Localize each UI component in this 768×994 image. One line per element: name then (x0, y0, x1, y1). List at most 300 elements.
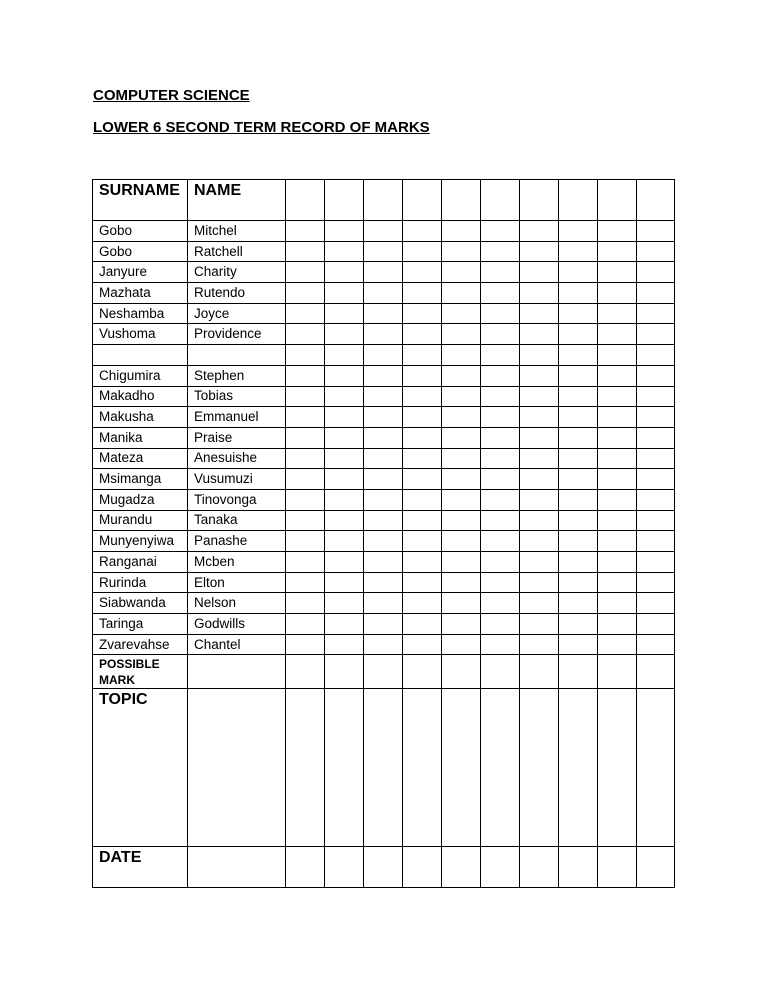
mark-cell (598, 427, 637, 448)
mark-cell (559, 593, 598, 614)
mark-cell (442, 303, 481, 324)
mark-cell (520, 324, 559, 345)
mark-cell (364, 448, 403, 469)
name-cell: Providence (188, 324, 286, 345)
mark-cell (364, 634, 403, 655)
student-row (93, 531, 675, 552)
mark-cell (559, 407, 598, 428)
student-row (93, 593, 675, 614)
surname-cell: Vushoma (93, 324, 188, 345)
surname-cell: Msimanga (93, 469, 188, 490)
mark-cell (442, 324, 481, 345)
mark-cell (325, 510, 364, 531)
mark-cell (559, 614, 598, 635)
student-row (93, 552, 675, 573)
mark-cell (481, 386, 520, 407)
mark-cell (520, 262, 559, 283)
mark-cell (325, 241, 364, 262)
mark-cell (481, 283, 520, 304)
mark-cell (442, 469, 481, 490)
mark-cell (559, 427, 598, 448)
mark-cell (637, 572, 675, 593)
mark-cell (481, 489, 520, 510)
student-row (93, 489, 675, 510)
mark-cell (325, 655, 364, 689)
mark-cell (442, 262, 481, 283)
mark-cell (403, 448, 442, 469)
mark-cell (637, 365, 675, 386)
mark-cell (403, 427, 442, 448)
student-row (93, 572, 675, 593)
mark-cell (325, 427, 364, 448)
mark-cell (598, 593, 637, 614)
mark-cell (637, 634, 675, 655)
mark-cell (442, 593, 481, 614)
mark-cell (325, 634, 364, 655)
mark-cell (598, 324, 637, 345)
name-cell: Joyce (188, 303, 286, 324)
mark-cell (403, 221, 442, 242)
student-row (93, 283, 675, 304)
mark-cell (442, 427, 481, 448)
mark-cell (520, 489, 559, 510)
mark-cell (637, 241, 675, 262)
mark-cell (637, 262, 675, 283)
mark-cell (559, 448, 598, 469)
student-row (93, 324, 675, 345)
mark-cell (520, 531, 559, 552)
mark-cell (520, 593, 559, 614)
mark-column-header (442, 180, 481, 221)
mark-cell (442, 345, 481, 366)
mark-cell (364, 510, 403, 531)
mark-cell (442, 634, 481, 655)
name-cell: Nelson (188, 593, 286, 614)
mark-cell (481, 241, 520, 262)
name-cell: Panashe (188, 531, 286, 552)
mark-cell (442, 614, 481, 635)
mark-cell (442, 531, 481, 552)
header-row (93, 180, 675, 221)
mark-cell (637, 386, 675, 407)
mark-cell (559, 345, 598, 366)
mark-cell (637, 427, 675, 448)
mark-cell (598, 241, 637, 262)
mark-cell (364, 847, 403, 888)
surname-cell: Mugadza (93, 489, 188, 510)
mark-cell (403, 655, 442, 689)
mark-cell (481, 847, 520, 888)
mark-column-header (286, 180, 325, 221)
name-cell: Chantel (188, 634, 286, 655)
mark-cell (364, 614, 403, 635)
mark-cell (559, 689, 598, 847)
mark-cell (637, 552, 675, 573)
mark-column-header (559, 180, 598, 221)
mark-cell (520, 655, 559, 689)
mark-cell (442, 552, 481, 573)
mark-cell (286, 345, 325, 366)
mark-cell (286, 469, 325, 490)
surname-cell: Chigumira (93, 365, 188, 386)
student-row (93, 427, 675, 448)
mark-cell (286, 262, 325, 283)
mark-cell (637, 324, 675, 345)
spacer-row (93, 345, 675, 366)
mark-cell (520, 221, 559, 242)
mark-cell (559, 386, 598, 407)
mark-cell (403, 572, 442, 593)
surname-cell: Janyure (93, 262, 188, 283)
mark-cell (364, 572, 403, 593)
mark-cell (403, 324, 442, 345)
mark-cell (598, 614, 637, 635)
mark-cell (364, 469, 403, 490)
mark-cell (325, 386, 364, 407)
mark-cell (481, 689, 520, 847)
mark-cell (364, 303, 403, 324)
name-cell: Godwills (188, 614, 286, 635)
mark-cell (286, 572, 325, 593)
mark-cell (286, 427, 325, 448)
mark-cell (598, 510, 637, 531)
mark-cell (520, 303, 559, 324)
mark-cell (325, 572, 364, 593)
mark-cell (559, 510, 598, 531)
mark-cell (520, 386, 559, 407)
mark-cell (286, 407, 325, 428)
mark-cell (637, 593, 675, 614)
mark-cell (637, 469, 675, 490)
mark-cell (559, 283, 598, 304)
mark-cell (403, 489, 442, 510)
mark-cell (559, 531, 598, 552)
mark-cell (481, 303, 520, 324)
mark-cell (598, 572, 637, 593)
mark-cell (520, 345, 559, 366)
mark-cell (481, 552, 520, 573)
name-header: NAME (188, 180, 286, 221)
name-cell: Tinovonga (188, 489, 286, 510)
mark-cell (403, 469, 442, 490)
mark-cell (286, 655, 325, 689)
surname-cell: Munyenyiwa (93, 531, 188, 552)
student-row (93, 386, 675, 407)
mark-cell (403, 365, 442, 386)
mark-cell (325, 614, 364, 635)
mark-cell (403, 593, 442, 614)
mark-cell (325, 407, 364, 428)
mark-cell (325, 345, 364, 366)
mark-cell (637, 221, 675, 242)
mark-cell (286, 552, 325, 573)
name-cell (188, 655, 286, 689)
mark-cell (481, 221, 520, 242)
mark-column-header (598, 180, 637, 221)
mark-cell (559, 365, 598, 386)
mark-cell (598, 345, 637, 366)
mark-cell (364, 427, 403, 448)
student-row (93, 634, 675, 655)
mark-cell (325, 283, 364, 304)
topic-row (93, 689, 675, 847)
mark-cell (598, 283, 637, 304)
surname-cell: Neshamba (93, 303, 188, 324)
mark-cell (442, 407, 481, 428)
mark-cell (442, 386, 481, 407)
mark-cell (520, 283, 559, 304)
mark-cell (325, 303, 364, 324)
mark-cell (559, 572, 598, 593)
mark-cell (637, 531, 675, 552)
mark-cell (364, 221, 403, 242)
mark-cell (598, 407, 637, 428)
mark-cell (442, 448, 481, 469)
mark-cell (403, 847, 442, 888)
name-cell: Vusumuzi (188, 469, 286, 490)
mark-cell (403, 283, 442, 304)
mark-cell (559, 241, 598, 262)
mark-cell (481, 469, 520, 490)
surname-header: SURNAME (93, 180, 188, 221)
mark-cell (325, 221, 364, 242)
mark-cell (481, 448, 520, 469)
surname-cell: Rurinda (93, 572, 188, 593)
mark-cell (325, 689, 364, 847)
mark-cell (403, 407, 442, 428)
mark-cell (598, 655, 637, 689)
mark-cell (520, 689, 559, 847)
name-cell: Anesuishe (188, 448, 286, 469)
mark-cell (481, 614, 520, 635)
mark-cell (442, 241, 481, 262)
mark-cell (481, 262, 520, 283)
mark-cell (637, 510, 675, 531)
surname-cell: Ranganai (93, 552, 188, 573)
mark-cell (325, 448, 364, 469)
mark-cell (637, 614, 675, 635)
mark-cell (520, 847, 559, 888)
name-cell: Emmanuel (188, 407, 286, 428)
mark-cell (442, 572, 481, 593)
name-cell: Praise (188, 427, 286, 448)
mark-cell (442, 221, 481, 242)
mark-cell (598, 531, 637, 552)
mark-cell (559, 634, 598, 655)
mark-cell (559, 303, 598, 324)
surname-cell: Gobo (93, 221, 188, 242)
mark-cell (559, 655, 598, 689)
student-row (93, 262, 675, 283)
possible-mark-row (93, 655, 675, 689)
surname-cell: Zvarevahse (93, 634, 188, 655)
mark-cell (325, 531, 364, 552)
mark-cell (559, 847, 598, 888)
mark-cell (442, 283, 481, 304)
mark-cell (598, 262, 637, 283)
mark-cell (286, 241, 325, 262)
mark-cell (364, 283, 403, 304)
mark-cell (286, 283, 325, 304)
surname-cell: Siabwanda (93, 593, 188, 614)
date-row (93, 847, 675, 888)
mark-cell (364, 386, 403, 407)
mark-cell (442, 365, 481, 386)
mark-cell (520, 427, 559, 448)
mark-cell (637, 847, 675, 888)
mark-cell (520, 510, 559, 531)
student-row (93, 510, 675, 531)
topic-label: TOPIC (93, 689, 188, 847)
mark-cell (520, 407, 559, 428)
mark-cell (442, 510, 481, 531)
name-cell: Ratchell (188, 241, 286, 262)
mark-cell (286, 614, 325, 635)
mark-cell (442, 689, 481, 847)
mark-cell (286, 847, 325, 888)
mark-cell (325, 469, 364, 490)
mark-cell (286, 510, 325, 531)
document-title: COMPUTER SCIENCE (93, 87, 250, 104)
mark-cell (481, 572, 520, 593)
mark-cell (520, 572, 559, 593)
mark-cell (364, 531, 403, 552)
mark-cell (481, 407, 520, 428)
mark-cell (286, 221, 325, 242)
mark-cell (481, 531, 520, 552)
mark-cell (442, 847, 481, 888)
mark-cell (598, 489, 637, 510)
mark-cell (559, 262, 598, 283)
surname-cell: Mateza (93, 448, 188, 469)
mark-cell (325, 552, 364, 573)
mark-cell (520, 552, 559, 573)
mark-cell (286, 365, 325, 386)
name-cell: Rutendo (188, 283, 286, 304)
name-cell: Elton (188, 572, 286, 593)
mark-cell (598, 847, 637, 888)
mark-cell (403, 386, 442, 407)
mark-cell (598, 365, 637, 386)
mark-cell (559, 324, 598, 345)
mark-column-header (481, 180, 520, 221)
mark-cell (325, 262, 364, 283)
mark-cell (481, 324, 520, 345)
mark-cell (286, 531, 325, 552)
mark-cell (286, 489, 325, 510)
mark-cell (520, 614, 559, 635)
possible-mark-label: POSSIBLE MARK (93, 655, 188, 689)
surname-cell: Gobo (93, 241, 188, 262)
mark-cell (364, 324, 403, 345)
mark-cell (286, 689, 325, 847)
surname-cell: Taringa (93, 614, 188, 635)
mark-cell (637, 689, 675, 847)
mark-cell (637, 407, 675, 428)
mark-cell (286, 324, 325, 345)
mark-cell (637, 345, 675, 366)
mark-cell (598, 469, 637, 490)
mark-cell (637, 655, 675, 689)
mark-cell (598, 448, 637, 469)
mark-cell (403, 634, 442, 655)
mark-cell (559, 552, 598, 573)
mark-cell (559, 469, 598, 490)
surname-cell: Murandu (93, 510, 188, 531)
surname-cell: Makusha (93, 407, 188, 428)
student-row (93, 614, 675, 635)
mark-cell (481, 634, 520, 655)
mark-cell (520, 469, 559, 490)
student-row (93, 241, 675, 262)
mark-cell (598, 689, 637, 847)
mark-cell (325, 324, 364, 345)
mark-cell (598, 303, 637, 324)
mark-cell (520, 634, 559, 655)
name-cell: Tobias (188, 386, 286, 407)
mark-cell (403, 345, 442, 366)
mark-cell (364, 489, 403, 510)
mark-column-header (364, 180, 403, 221)
name-cell: Mitchel (188, 221, 286, 242)
mark-cell (559, 489, 598, 510)
mark-cell (403, 510, 442, 531)
mark-cell (637, 283, 675, 304)
mark-cell (364, 689, 403, 847)
surname-cell (93, 345, 188, 366)
mark-cell (442, 489, 481, 510)
mark-cell (637, 303, 675, 324)
mark-cell (520, 365, 559, 386)
mark-cell (364, 345, 403, 366)
mark-column-header (520, 180, 559, 221)
mark-cell (364, 552, 403, 573)
mark-cell (286, 303, 325, 324)
mark-cell (637, 448, 675, 469)
mark-cell (403, 262, 442, 283)
mark-cell (286, 634, 325, 655)
surname-cell: Makadho (93, 386, 188, 407)
mark-cell (481, 345, 520, 366)
mark-cell (325, 847, 364, 888)
document-subtitle: LOWER 6 SECOND TERM RECORD OF MARKS (93, 119, 430, 136)
marks-table (92, 179, 675, 888)
mark-cell (286, 593, 325, 614)
name-cell: Tanaka (188, 510, 286, 531)
mark-cell (403, 303, 442, 324)
mark-cell (403, 689, 442, 847)
mark-cell (598, 552, 637, 573)
mark-column-header (325, 180, 364, 221)
mark-cell (481, 365, 520, 386)
mark-cell (481, 593, 520, 614)
mark-cell (403, 241, 442, 262)
student-row (93, 303, 675, 324)
mark-cell (286, 448, 325, 469)
mark-cell (598, 634, 637, 655)
name-cell (188, 689, 286, 847)
mark-cell (520, 448, 559, 469)
student-row (93, 448, 675, 469)
surname-cell: Mazhata (93, 283, 188, 304)
mark-cell (325, 365, 364, 386)
mark-cell (286, 386, 325, 407)
mark-cell (481, 655, 520, 689)
mark-cell (364, 365, 403, 386)
date-label: DATE (93, 847, 188, 888)
student-row (93, 407, 675, 428)
mark-cell (364, 655, 403, 689)
